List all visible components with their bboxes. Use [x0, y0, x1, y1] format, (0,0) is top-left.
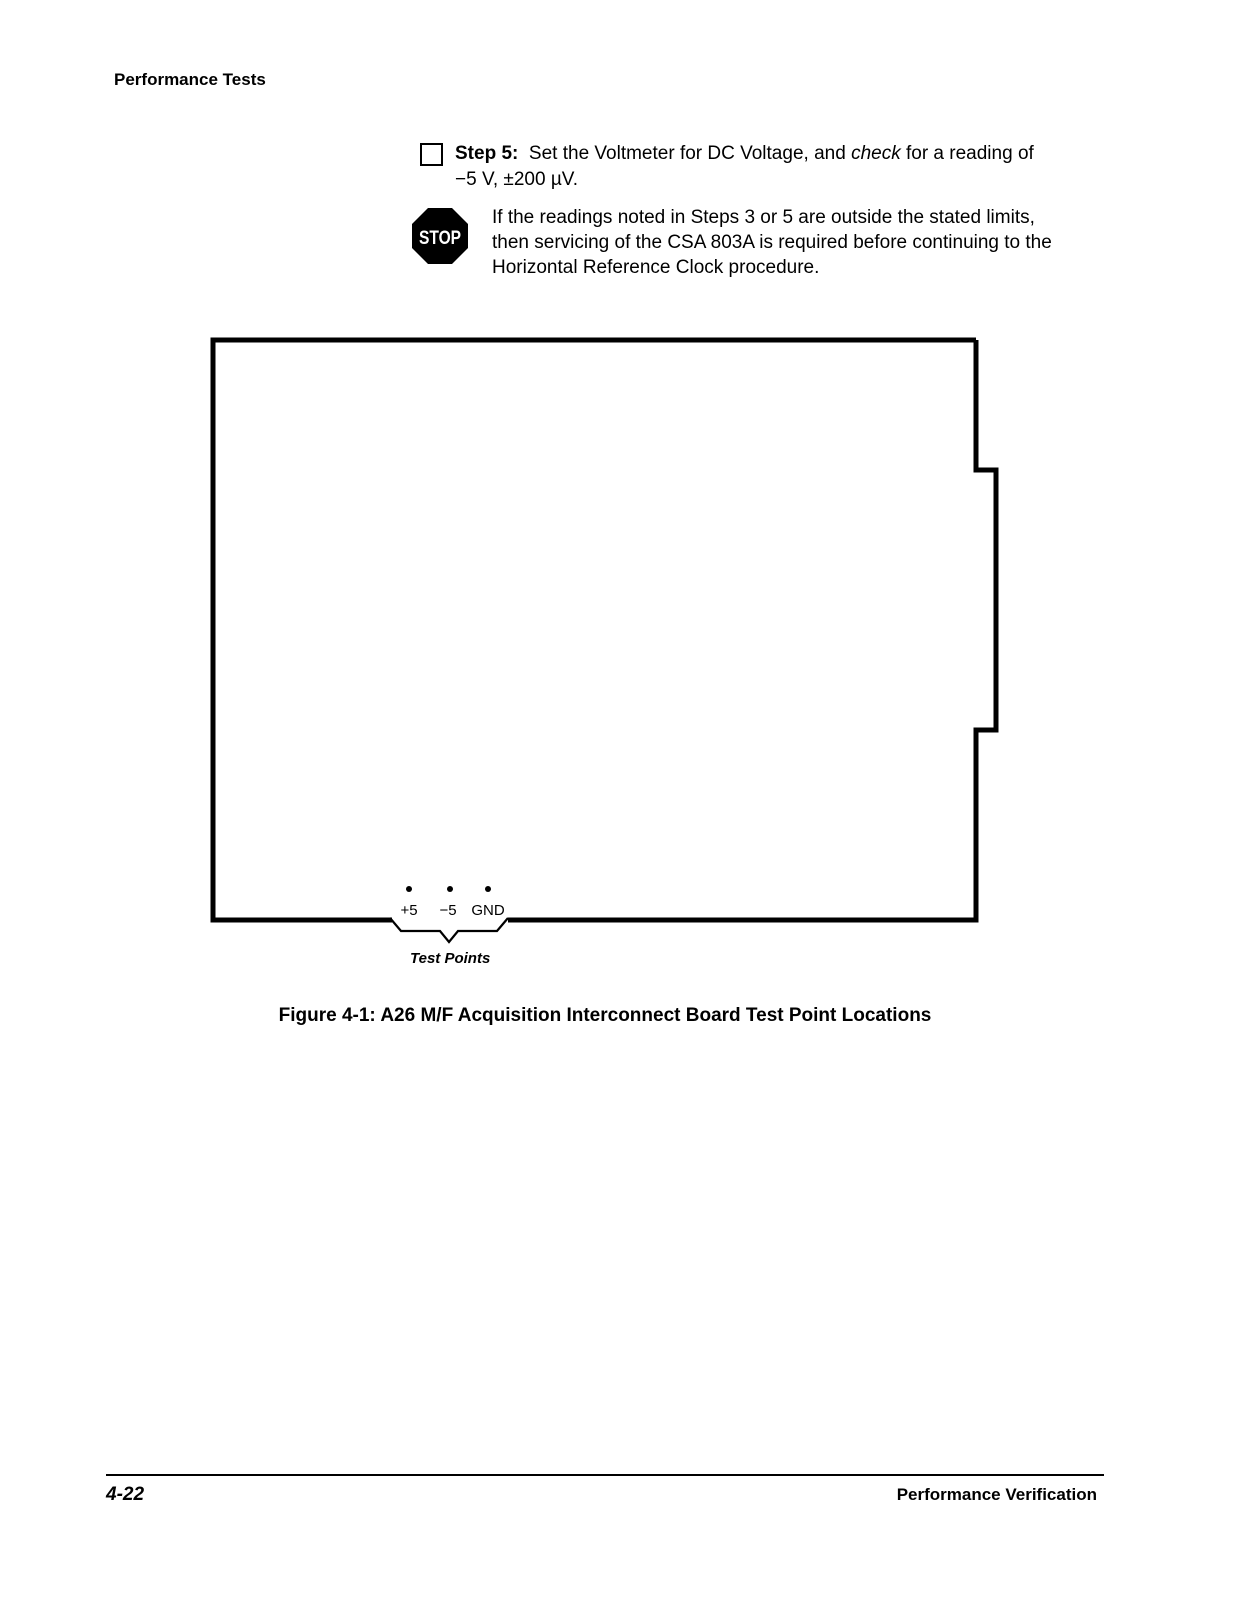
running-header: Performance Tests	[114, 70, 266, 89]
step-text-before: Set the Voltmeter for DC Voltage, and	[528, 143, 852, 164]
step-label: Step 5:	[455, 143, 519, 164]
footer-section-title: Performance Verification	[896, 1485, 1097, 1504]
stop-note-line: Horizontal Reference Clock procedure.	[492, 257, 820, 278]
test-point-label: −5	[439, 902, 457, 919]
footer-divider	[106, 1474, 1104, 1476]
test-point-label: +5	[400, 902, 418, 919]
stop-note-line: then servicing of the CSA 803A is required before continuing to the	[492, 232, 1052, 253]
page-number: 4-22	[106, 1484, 145, 1505]
figure-caption: Figure 4-1: A26 M/F Acquisition Interconnect Board Test Point Locations	[278, 1005, 932, 1026]
test-point-dot	[406, 886, 412, 892]
test-point-dot	[485, 886, 491, 892]
board-outline	[213, 340, 996, 920]
step-text-emphasis: check	[851, 143, 901, 164]
stop-note-line: If the readings noted in Steps 3 or 5 are outside the stated limits,	[492, 207, 1035, 228]
stop-sign-label: STOP	[418, 226, 462, 249]
test-point-label: GND	[471, 902, 505, 919]
test-point-dot	[447, 886, 453, 892]
step-text-after: for a reading of	[900, 143, 1034, 164]
step-tolerance: −5 V, ±200 µV.	[455, 169, 578, 190]
test-points-caption: Test Points	[410, 950, 491, 967]
